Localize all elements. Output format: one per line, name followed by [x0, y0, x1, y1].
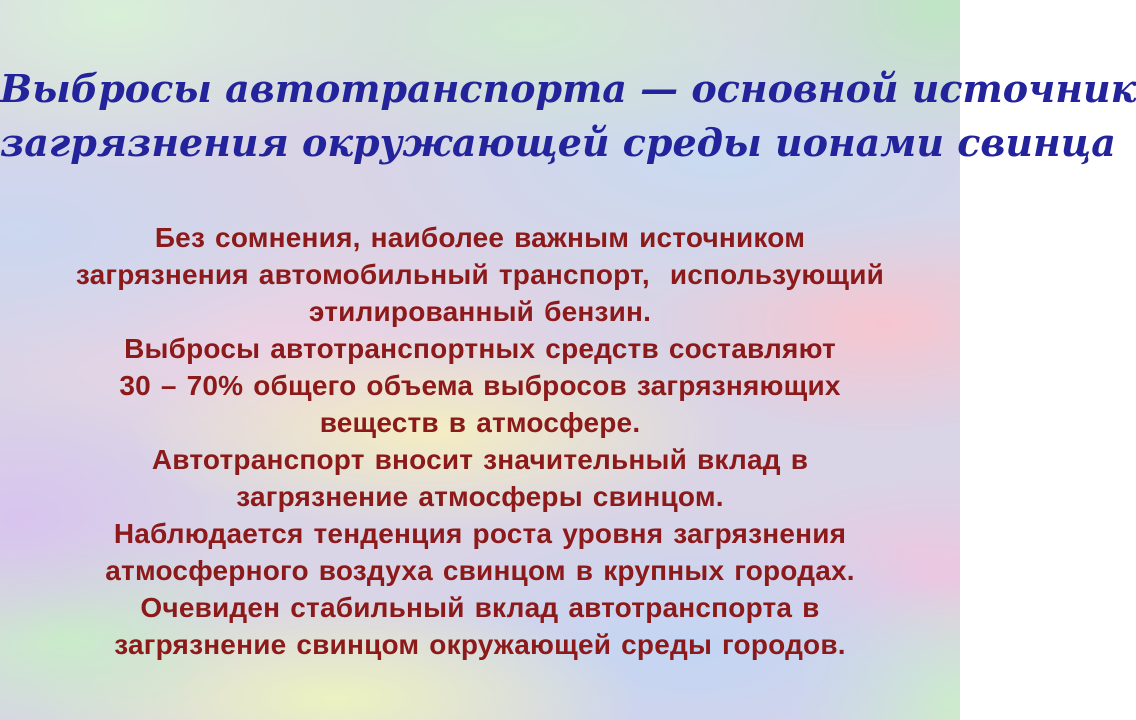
body-line: 30 – 70% общего объема выбросов загрязняющих	[119, 370, 841, 401]
body-line: этилированный бензин.	[308, 296, 652, 327]
body-line: Наблюдается тенденция роста уровня загрязнения	[113, 518, 847, 549]
body-line: Очевиден стабильный вклад автотранспорта в	[140, 592, 820, 623]
title-line: Выбросы автотранспорта — основной источник	[0, 66, 1136, 111]
title-line: загрязнения окружающей среды ионами свинца	[0, 120, 1116, 165]
body-line: атмосферного воздуха свинцом в крупных городах.	[105, 555, 855, 586]
body-line: Выбросы автотранспортных средств составляют	[124, 333, 836, 364]
body-line: загрязнения автомобильный транспорт, использующий	[75, 259, 885, 290]
body-line: Без сомнения, наиболее важным источником	[154, 222, 806, 253]
body-line: Автотранспорт вносит значительный вклад в	[151, 444, 809, 475]
body-line: загрязнение атмосферы свинцом.	[236, 481, 724, 512]
slide-body-text	[10, 219, 950, 663]
body-line: загрязнение свинцом окружающей среды городов.	[114, 629, 846, 660]
body-line: веществ в атмосфере.	[319, 407, 641, 438]
slide-title	[0, 62, 1136, 170]
